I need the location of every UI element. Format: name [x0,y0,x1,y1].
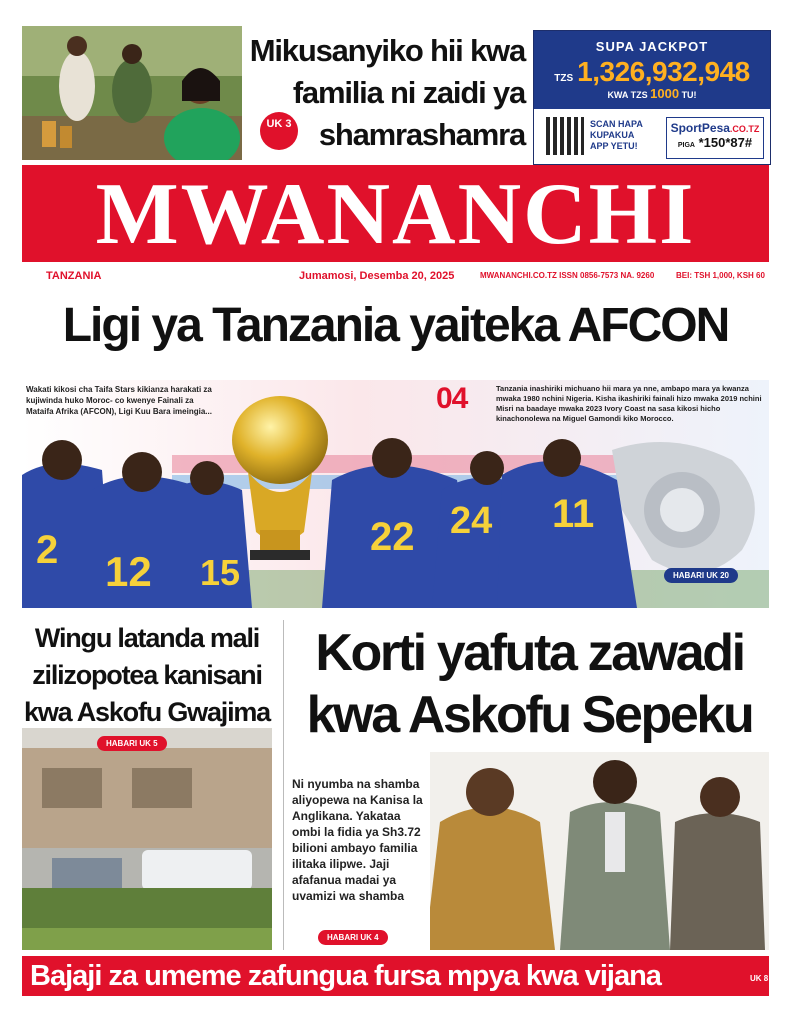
qr-code-icon[interactable] [546,117,584,155]
jersey-number: 2 [36,528,59,572]
ad-stake [534,86,770,101]
ad-stake-prefix: KWA TZS [607,90,648,100]
jersey-number: 22 [370,515,415,559]
korti-body-text: Ni nyumba na shamba aliyopewa na Kanisa la Anglikana. Yakataa ombi la fidia ya Sh3.72 bilioni ambayo familia ilitaka ilipwe. Jaji afafanua madai ya uvamizi wa shamba [292,777,423,903]
teaser-headline[interactable]: Mikusanyiko hii kwa familia ni zaidi ya shamrashamra [249,33,525,152]
jersey-number: 24 [450,500,493,542]
lead-headline[interactable]: Ligi ya Tanzania yaiteka AFCON [62,299,729,352]
ad-scan-line: APP YETU! [590,141,638,151]
ad-title: SUPA JACKPOT [595,39,709,54]
ad-amount: 1,326,932,948 [577,56,750,87]
ussd-code-value: *150*87# [698,135,753,150]
ad-amount-row [534,56,770,88]
price-line: BEI: TSH 1,000, KSH 60 [676,271,765,280]
lead-side-text: Tanzania inashiriki michuano hii mara ya nne, ambapo mara ya kwanza mwaka 1980 nchini Nigeria. Kisha ikashiriki fainali hizo mwaka 2019 nchini Misri na baadaye mwaka 2023 Ivory Coast na sasa kikosi hicho kinachonolewa na Miguel Gamondi kiko Morocco. [496,384,762,423]
lead-intro-text: Wakati kikosi cha Taifa Stars kikianza harakati za kujiwinda huko Moroc- co kwenye Fainali za Mataifa Afrika (AFCON), Ligi Kuu Bara imeingia... [26,385,212,416]
jersey-number: 12 [105,548,152,595]
ussd-code [667,135,763,150]
ad-stake-suffix: TU! [681,90,697,100]
jersey-number: 11 [552,492,595,536]
issue-date: Jumamosi, Desemba 20, 2025 [299,270,455,282]
jackpot-ad[interactable] [533,30,771,165]
ad-currency: TZS [554,73,574,84]
lead-page-link[interactable]: HABARI UK 20 [664,568,738,583]
ad-scan-text [590,119,643,152]
edition-country: TANZANIA [46,270,102,282]
masthead[interactable] [22,165,769,262]
brand-name: SportPesa [670,121,730,135]
issn-line: MWANANCHI.CO.TZ ISSN 0856-7573 NA. 9260 [480,271,655,280]
dateline [22,270,769,286]
ad-stake-value: 1000 [650,86,680,101]
sportpesa-brand [667,121,763,135]
footer-page-ref: UK 8 [750,974,769,983]
jersey-number: 15 [200,552,241,593]
wingu-photo[interactable] [22,728,272,950]
ad-scan-line: KUPAKUA [590,130,635,140]
footer-strip[interactable] [22,956,769,996]
brand-tld: .CO.TZ [729,124,760,134]
ussd-prefix: PIGA [677,142,695,149]
lead-number: 04 [436,382,468,415]
korti-photo[interactable] [430,752,769,950]
korti-headline[interactable]: Korti yafuta zawadi kwa Askofu Sepeku [306,624,753,744]
teaser-photo[interactable] [22,26,242,160]
wingu-headline[interactable]: Wingu latanda mali zilizopotea kanisani kwa Askofu Gwajima [24,623,270,727]
korti-page-link[interactable]: HABARI UK 4 [318,930,388,945]
newspaper-logo: MWANANCHI [95,166,696,263]
footer-headline: Bajaji za umeme zafungua fursa mpya kwa vijana [30,960,661,992]
column-divider [283,620,284,950]
ad-banner [534,31,770,109]
wingu-page-link[interactable]: HABARI UK 5 [97,736,167,751]
teaser-page-badge[interactable]: UK 3 [260,112,298,150]
sportpesa-logo[interactable] [666,117,764,159]
ad-scan-line: SCAN HAPA [590,119,643,129]
